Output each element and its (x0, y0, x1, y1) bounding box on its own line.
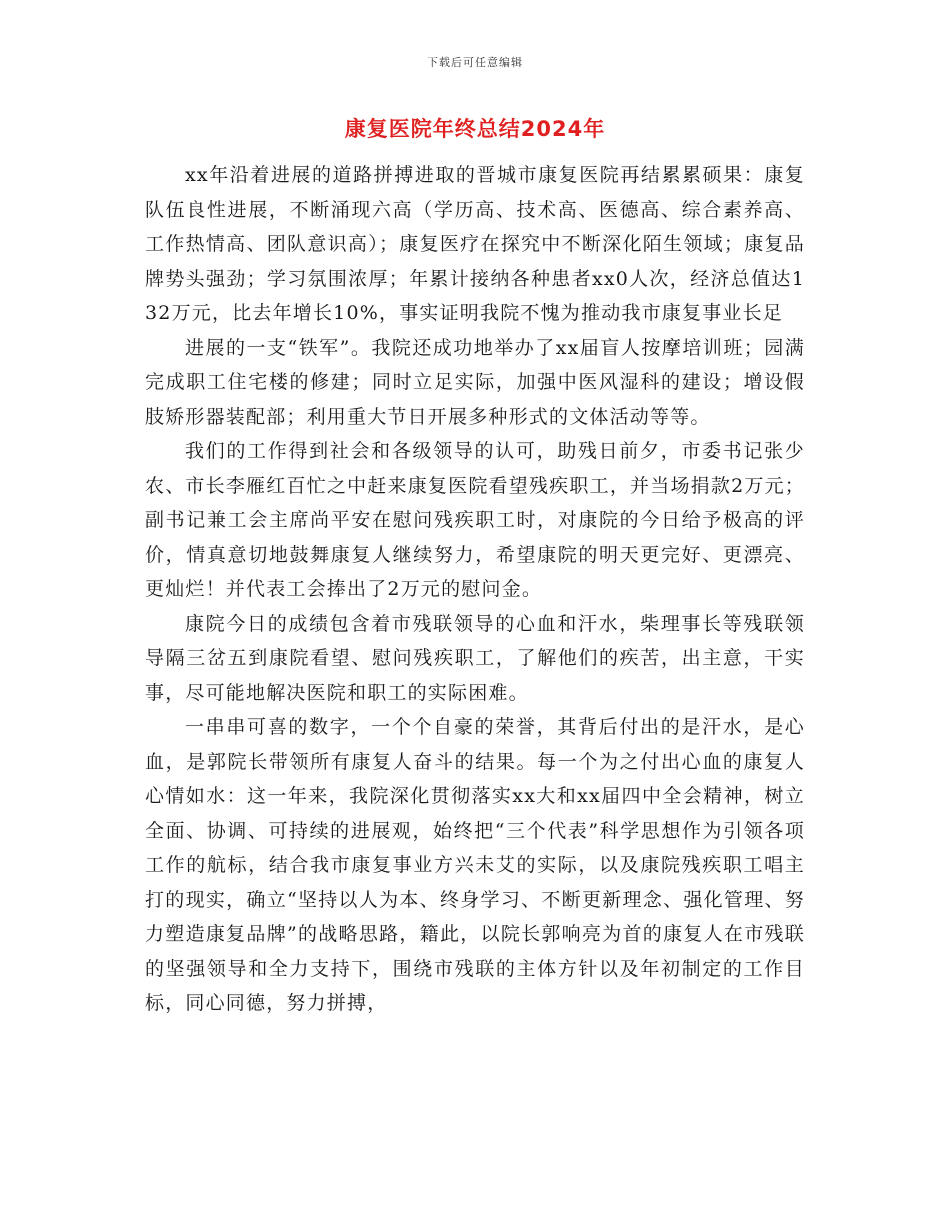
paragraph-5: 一串串可喜的数字，一个个自豪的荣誉，其背后付出的是汗水，是心血，是郭院长带领所有康复人奋斗的结果。每一个为之付出心血的康复人心情如水：这一年来，我院深化贯彻落实xx大和xx届四中全会精神，树立全面、协调、可持续的进展观，始终把“三个代表”科学思想作为引领各项工作的航标，结合我市康复事业方兴未艾的实际，以及康院残疾职工唱主打的现实，确立“坚持以人为本、终身学习、不断更新理念、强化管理、努力塑造康复品牌”的战略思路，籍此，以院长郭响亮为首的康复人在市残联的坚强领导和全力支持下，围绕市残联的主体方针以及年初制定的工作目标，同心同德，努力拼搏， (145, 716, 805, 1014)
paragraph-3: 我们的工作得到社会和各级领导的认可，助残日前夕，市委书记张少农、市长李雁红百忙之中赶来康复医院看望残疾职工，并当场捐款2万元；副书记兼工会主席尚平安在慰问残疾职工时，对康院的今日给予极高的评价，情真意切地鼓舞康复人继续努力，希望康院的明天更完好、更漂亮、更灿烂！并代表工会捧出了2万元的慰问金。 (145, 440, 805, 600)
header-note: 下载后可任意编辑 (427, 56, 523, 69)
paragraph-2: 进展的一支“铁军”。我院还成功地举办了xx届盲人按摩培训班；园满完成职工住宅楼的修建；同时立足实际，加强中医风湿科的建设；增设假肢矫形器装配部；利用重大节日开展多种形式的文体活动等等。 (145, 336, 805, 428)
document-title: 康复医院年终总结2024年 (344, 117, 606, 141)
document-body (145, 158, 805, 1021)
paragraph-1: xx年沿着进展的道路拼搏进取的晋城市康复医院再结累累硕果：康复队伍良性进展，不断涌现六高（学历高、技术高、医德高、综合素养高、工作热情高、团队意识高）；康复医疗在探究中不断深化陌生领域；康复品牌势头强劲；学习氛围浓厚；年累计接纳各种患者xx0人次，经济总值达132万元，比去年增长10%，事实证明我院不愧为推动我市康复事业长足 (145, 164, 805, 324)
paragraph-4: 康院今日的成绩包含着市残联领导的心血和汗水，柴理事长等残联领导隔三岔五到康院看望、慰问残疾职工，了解他们的疾苦，出主意，干实事，尽可能地解决医院和职工的实际困难。 (145, 612, 805, 704)
